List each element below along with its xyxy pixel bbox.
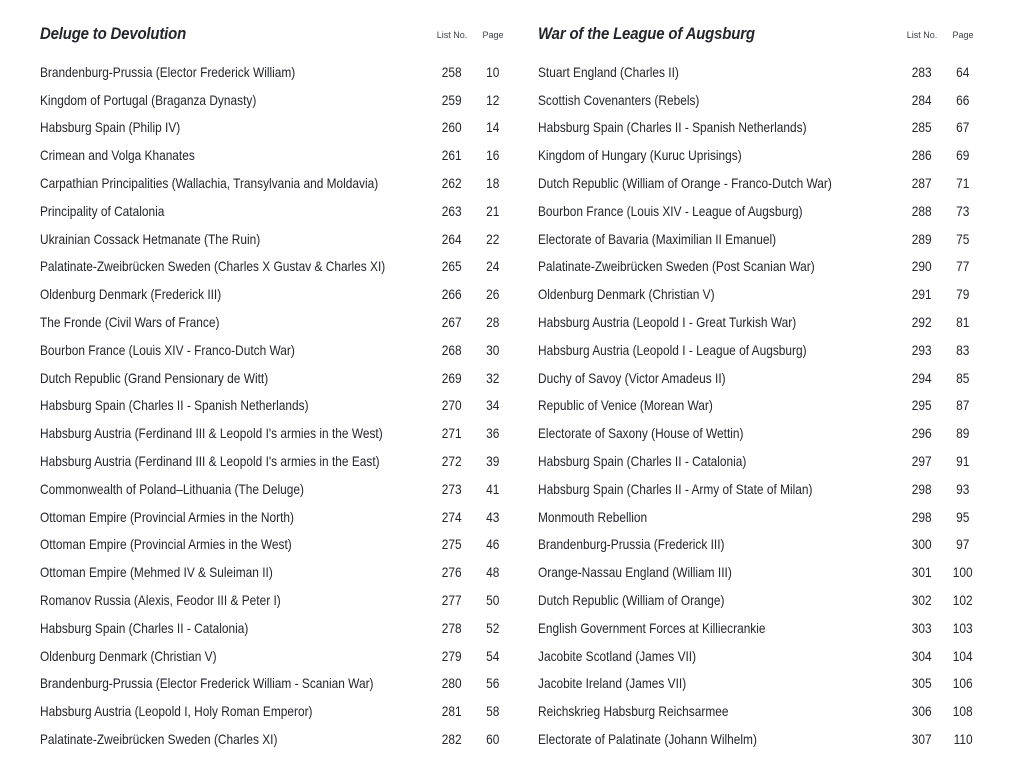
entry-list-no: 298: [912, 480, 932, 497]
entry-title: Electorate of Bavaria (Maximilian II Emanuel): [538, 230, 777, 247]
entry-page: 46: [486, 536, 500, 553]
entry-title: Habsburg Spain (Charles II - Army of State of Milan): [538, 480, 813, 497]
toc-entry-row: [538, 725, 982, 753]
entry-page: 108: [953, 703, 973, 720]
entry-list-no: 289: [912, 230, 932, 247]
toc-entry-row: [40, 697, 512, 725]
entry-list-no: 307: [912, 731, 932, 748]
entry-page: 32: [486, 369, 500, 386]
entry-title: Kingdom of Hungary (Kuruc Uprisings): [538, 147, 742, 164]
toc-entry-row: [40, 531, 512, 559]
entry-page: 100: [953, 564, 973, 581]
toc-entry-row: [538, 336, 982, 364]
toc-entry-row: [40, 253, 512, 281]
entry-title: Republic of Venice (Morean War): [538, 397, 713, 414]
entry-title: Scottish Covenanters (Rebels): [538, 91, 700, 108]
toc-entry-row: [538, 58, 982, 86]
entry-page: 12: [486, 91, 500, 108]
entry-title: Dutch Republic (William of Orange - Franco-Dutch War): [538, 175, 832, 192]
entry-page: 26: [486, 286, 500, 303]
toc-entry-row: [40, 586, 512, 614]
toc-entry-row: [538, 253, 982, 281]
entry-list: [538, 58, 982, 753]
entry-list-no: 267: [442, 314, 462, 331]
toc-column-war-of-the-league-of-augsburg: [538, 24, 982, 753]
entry-list-no: 269: [442, 369, 462, 386]
list-no-column-header: List No.: [436, 30, 468, 40]
entry-list-no: 262: [442, 175, 462, 192]
toc-entry-row: [538, 614, 982, 642]
toc-entry-row: [538, 392, 982, 420]
entry-list-no: 291: [912, 286, 932, 303]
entry-list-no: 258: [442, 63, 462, 80]
entry-list-no: 286: [912, 147, 932, 164]
entry-list-no: 292: [912, 314, 932, 331]
entry-list-no: 278: [442, 619, 462, 636]
entry-title: Duchy of Savoy (Victor Amadeus II): [538, 369, 726, 386]
list-no-column-header: List No.: [906, 30, 938, 40]
entry-page: 66: [956, 91, 970, 108]
toc-entry-row: [538, 141, 982, 169]
entry-title: Oldenburg Denmark (Christian V): [538, 286, 715, 303]
toc-entry-row: [40, 558, 512, 586]
entry-title: Ottoman Empire (Mehmed IV & Suleiman II): [40, 564, 273, 581]
entry-page: 77: [956, 258, 970, 275]
entry-title: Ukrainian Cossack Hetmanate (The Ruin): [40, 230, 261, 247]
entry-page: 34: [486, 397, 500, 414]
entry-page: 58: [486, 703, 500, 720]
entry-title: Oldenburg Denmark (Christian V): [40, 647, 217, 664]
entry-list-no: 300: [912, 536, 932, 553]
entry-title: Habsburg Austria (Leopold I, Holy Roman Emperor): [40, 703, 313, 720]
toc-entry-row: [538, 531, 982, 559]
entry-page: 43: [486, 508, 500, 525]
toc-entry-row: [538, 503, 982, 531]
toc-entry-row: [40, 197, 512, 225]
entry-title: Romanov Russia (Alexis, Feodor III & Peter I): [40, 592, 281, 609]
page-column-header: Page: [952, 30, 974, 40]
entry-list-no: 288: [912, 202, 932, 219]
entry-list-no: 265: [442, 258, 462, 275]
entry-title: Dutch Republic (Grand Pensionary de Witt): [40, 369, 269, 386]
entry-title: Electorate of Palatinate (Johann Wilhelm): [538, 731, 757, 748]
entry-list-no: 297: [912, 453, 932, 470]
entry-page: 41: [486, 480, 500, 497]
entry-list-no: 284: [912, 91, 932, 108]
entry-title: Principality of Catalonia: [40, 202, 165, 219]
toc-entry-row: [40, 392, 512, 420]
entry-list-no: 298: [912, 508, 932, 525]
entry-title: Jacobite Ireland (James VII): [538, 675, 687, 692]
entry-page: 91: [956, 453, 970, 470]
toc-entry-row: [538, 419, 982, 447]
entry-title: Oldenburg Denmark (Frederick III): [40, 286, 222, 303]
entry-page: 54: [486, 647, 500, 664]
entry-list-no: 295: [912, 397, 932, 414]
entry-list-no: 274: [442, 508, 462, 525]
entry-list-no: 283: [912, 63, 932, 80]
entry-title: Habsburg Spain (Philip IV): [40, 119, 181, 136]
entry-page: 67: [956, 119, 970, 136]
toc-entry-row: [40, 503, 512, 531]
column-header: [538, 24, 982, 58]
toc-entry-row: [538, 670, 982, 698]
entry-page: 106: [953, 675, 973, 692]
entry-page: 85: [956, 369, 970, 386]
entry-page: 87: [956, 397, 970, 414]
entry-page: 28: [486, 314, 500, 331]
toc-entry-row: [538, 169, 982, 197]
entry-page: 97: [956, 536, 970, 553]
entry-list-no: 304: [912, 647, 932, 664]
entry-page: 104: [953, 647, 973, 664]
entry-title: Commonwealth of Poland–Lithuania (The Deluge): [40, 480, 304, 497]
entry-page: 48: [486, 564, 500, 581]
entry-title: Crimean and Volga Khanates: [40, 147, 195, 164]
entry-title: Kingdom of Portugal (Braganza Dynasty): [40, 91, 257, 108]
entry-title: Jacobite Scotland (James VII): [538, 647, 697, 664]
toc-entry-row: [538, 447, 982, 475]
entry-title: Dutch Republic (William of Orange): [538, 592, 725, 609]
entry-title: Orange-Nassau England (William III): [538, 564, 732, 581]
column-header: [40, 24, 512, 58]
toc-entry-row: [40, 169, 512, 197]
entry-title: Habsburg Austria (Ferdinand III & Leopold I's armies in the East): [40, 453, 380, 470]
toc-entry-row: [538, 558, 982, 586]
entry-page: 21: [486, 202, 500, 219]
entry-list-no: 271: [442, 425, 462, 442]
entry-title: English Government Forces at Killiecrankie: [538, 619, 766, 636]
entry-list-no: 290: [912, 258, 932, 275]
entry-title: Habsburg Spain (Charles II - Spanish Netherlands): [538, 119, 807, 136]
entry-list-no: 301: [912, 564, 932, 581]
toc-entry-row: [40, 114, 512, 142]
entry-list-no: 260: [442, 119, 462, 136]
entry-page: 69: [956, 147, 970, 164]
entry-title: Habsburg Spain (Charles II - Spanish Netherlands): [40, 397, 309, 414]
entry-list-no: 263: [442, 202, 462, 219]
section-title: War of the League of Augsburg: [538, 24, 755, 43]
toc-entry-row: [40, 364, 512, 392]
toc-entry-row: [40, 280, 512, 308]
entry-list-no: 281: [442, 703, 462, 720]
entry-page: 110: [953, 731, 973, 748]
toc-entry-row: [40, 58, 512, 86]
entry-page: 10: [486, 63, 500, 80]
entry-page: 56: [486, 675, 500, 692]
toc-entry-row: [40, 308, 512, 336]
entry-page: 50: [486, 592, 500, 609]
entry-list-no: 280: [442, 675, 462, 692]
entry-page: 16: [486, 147, 500, 164]
entry-title: Bourbon France (Louis XIV - Franco-Dutch War): [40, 341, 295, 358]
section-title: Deluge to Devolution: [40, 24, 187, 43]
entry-page: 95: [956, 508, 970, 525]
entry-list-no: 275: [442, 536, 462, 553]
entry-page: 30: [486, 341, 500, 358]
entry-list-no: 302: [912, 592, 932, 609]
toc-entry-row: [538, 225, 982, 253]
entry-title: Habsburg Spain (Charles II - Catalonia): [40, 619, 249, 636]
entry-title: Carpathian Principalities (Wallachia, Transylvania and Moldavia): [40, 175, 379, 192]
entry-page: 71: [956, 175, 970, 192]
toc-entry-row: [538, 642, 982, 670]
entry-title: Bourbon France (Louis XIV - League of Augsburg): [538, 202, 803, 219]
entry-list-no: 270: [442, 397, 462, 414]
entry-list-no: 276: [442, 564, 462, 581]
page-column-header: Page: [482, 30, 504, 40]
toc-entry-row: [538, 364, 982, 392]
section-title-wrap: [538, 24, 900, 44]
entry-list-no: 293: [912, 341, 932, 358]
toc-entry-row: [40, 475, 512, 503]
entry-list-no: 272: [442, 453, 462, 470]
entry-title: Electorate of Saxony (House of Wettin): [538, 425, 744, 442]
entry-page: 93: [956, 480, 970, 497]
entry-list-no: 273: [442, 480, 462, 497]
section-title-wrap: [40, 24, 430, 44]
entry-list-no: 294: [912, 369, 932, 386]
toc-entry-row: [538, 197, 982, 225]
entry-title: Brandenburg-Prussia (Elector Frederick William - Scanian War): [40, 675, 374, 692]
toc-entry-row: [40, 670, 512, 698]
entry-title: Palatinate-Zweibrücken Sweden (Post Scanian War): [538, 258, 815, 275]
entry-title: Habsburg Austria (Leopold I - Great Turkish War): [538, 314, 797, 331]
entry-title: Monmouth Rebellion: [538, 508, 648, 525]
toc-entry-row: [40, 642, 512, 670]
entry-list-no: 268: [442, 341, 462, 358]
entry-page: 39: [486, 453, 500, 470]
entry-page: 89: [956, 425, 970, 442]
entry-page: 103: [953, 619, 973, 636]
entry-page: 79: [956, 286, 970, 303]
toc-entry-row: [538, 86, 982, 114]
entry-list: [40, 58, 512, 753]
entry-title: Stuart England (Charles II): [538, 63, 679, 80]
entry-list-no: 277: [442, 592, 462, 609]
entry-list-no: 303: [912, 619, 932, 636]
entry-page: 75: [956, 230, 970, 247]
entry-page: 83: [956, 341, 970, 358]
entry-page: 73: [956, 202, 970, 219]
toc-entry-row: [538, 308, 982, 336]
entry-title: Palatinate-Zweibrücken Sweden (Charles X Gustav & Charles XI): [40, 258, 386, 275]
entry-page: 22: [486, 230, 500, 247]
toc-entry-row: [40, 86, 512, 114]
entry-title: Ottoman Empire (Provincial Armies in the North): [40, 508, 294, 525]
toc-entry-row: [40, 725, 512, 753]
toc-entry-row: [538, 280, 982, 308]
entry-page: 64: [956, 63, 970, 80]
toc-entry-row: [538, 697, 982, 725]
toc-entry-row: [40, 614, 512, 642]
entry-title: Brandenburg-Prussia (Frederick III): [538, 536, 725, 553]
entry-page: 18: [486, 175, 500, 192]
entry-page: 81: [956, 314, 970, 331]
entry-list-no: 266: [442, 286, 462, 303]
entry-page: 60: [486, 731, 500, 748]
entry-title: Palatinate-Zweibrücken Sweden (Charles XI): [40, 731, 278, 748]
entry-list-no: 305: [912, 675, 932, 692]
entry-list-no: 259: [442, 91, 462, 108]
entry-page: 52: [486, 619, 500, 636]
entry-list-no: 282: [442, 731, 462, 748]
toc-entry-row: [538, 475, 982, 503]
toc-entry-row: [538, 114, 982, 142]
entry-page: 14: [486, 119, 500, 136]
toc-entry-row: [40, 447, 512, 475]
toc-entry-row: [40, 225, 512, 253]
toc-entry-row: [40, 419, 512, 447]
entry-list-no: 306: [912, 703, 932, 720]
entry-title: Ottoman Empire (Provincial Armies in the West): [40, 536, 292, 553]
entry-page: 24: [486, 258, 500, 275]
entry-list-no: 296: [912, 425, 932, 442]
entry-list-no: 279: [442, 647, 462, 664]
entry-page: 36: [486, 425, 500, 442]
entry-title: Brandenburg-Prussia (Elector Frederick William): [40, 63, 296, 80]
toc-entry-row: [40, 336, 512, 364]
entry-list-no: 285: [912, 119, 932, 136]
entry-list-no: 261: [442, 147, 462, 164]
toc-column-deluge-to-devolution: [40, 24, 512, 753]
toc-entry-row: [40, 141, 512, 169]
toc-entry-row: [538, 586, 982, 614]
entry-title: Habsburg Austria (Ferdinand III & Leopold I's armies in the West): [40, 425, 383, 442]
entry-title: Habsburg Austria (Leopold I - League of Augsburg): [538, 341, 807, 358]
entry-title: The Fronde (Civil Wars of France): [40, 314, 220, 331]
entry-page: 102: [953, 592, 973, 609]
entry-title: Habsburg Spain (Charles II - Catalonia): [538, 453, 747, 470]
entry-title: Reichskrieg Habsburg Reichsarmee: [538, 703, 729, 720]
entry-list-no: 264: [442, 230, 462, 247]
entry-list-no: 287: [912, 175, 932, 192]
